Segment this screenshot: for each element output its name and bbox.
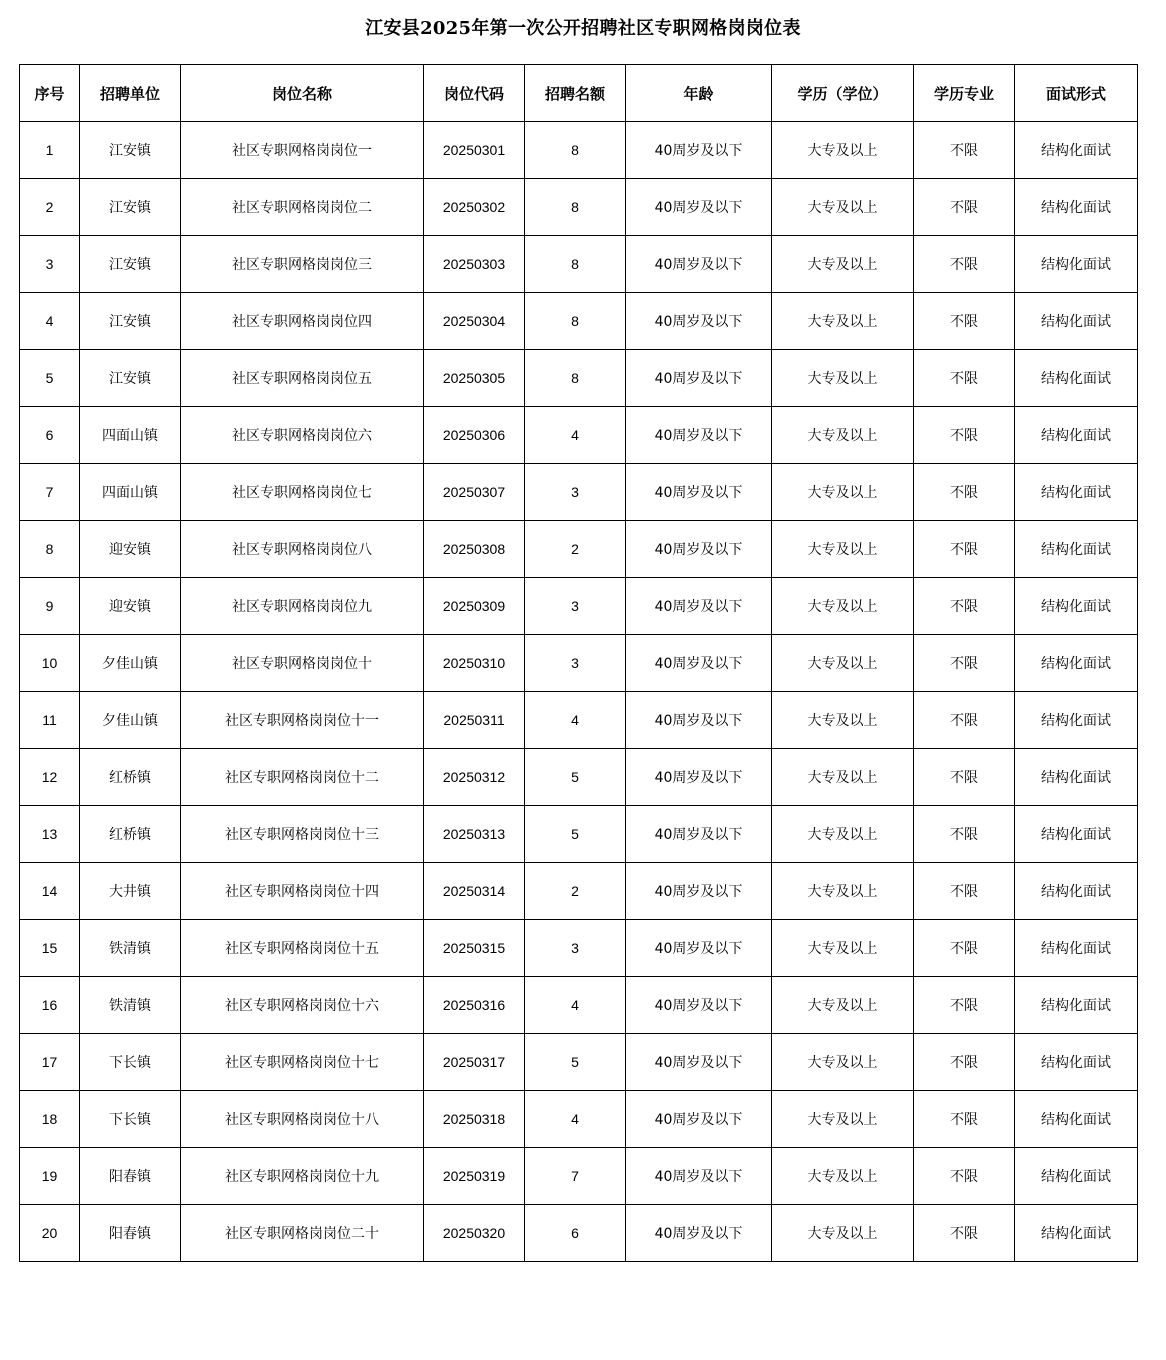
- cell-age: 40周岁及以下: [626, 350, 772, 407]
- cell-seq: 19: [20, 1148, 80, 1205]
- cell-education: 大专及以上: [772, 635, 914, 692]
- cell-seq: 8: [20, 521, 80, 578]
- cell-unit: 大井镇: [80, 863, 181, 920]
- cell-education: 大专及以上: [772, 350, 914, 407]
- cell-interview-type: 结构化面试: [1015, 236, 1138, 293]
- table-row: [20, 1034, 1138, 1091]
- cell-seq: 16: [20, 977, 80, 1034]
- cell-seq: 9: [20, 578, 80, 635]
- cell-interview-type: 结构化面试: [1015, 692, 1138, 749]
- cell-major: 不限: [914, 1034, 1015, 1091]
- table-row: [20, 635, 1138, 692]
- cell-major: 不限: [914, 977, 1015, 1034]
- cell-age: 40周岁及以下: [626, 692, 772, 749]
- table-row: [20, 521, 1138, 578]
- cell-position-code: 20250317: [424, 1034, 525, 1091]
- column-header-education: 学历（学位）: [772, 65, 914, 122]
- cell-seq: 10: [20, 635, 80, 692]
- cell-position-code: 20250304: [424, 293, 525, 350]
- cell-position-name: 社区专职网格岗岗位七: [181, 464, 424, 521]
- cell-position-name: 社区专职网格岗岗位二: [181, 179, 424, 236]
- cell-interview-type: 结构化面试: [1015, 863, 1138, 920]
- cell-age: 40周岁及以下: [626, 236, 772, 293]
- table-row: [20, 806, 1138, 863]
- cell-seq: 20: [20, 1205, 80, 1262]
- cell-major: 不限: [914, 863, 1015, 920]
- cell-education: 大专及以上: [772, 977, 914, 1034]
- cell-age: 40周岁及以下: [626, 179, 772, 236]
- table-row: [20, 977, 1138, 1034]
- cell-position-code: 20250316: [424, 977, 525, 1034]
- table-row: [20, 464, 1138, 521]
- cell-position-name: 社区专职网格岗岗位九: [181, 578, 424, 635]
- cell-unit: 铁清镇: [80, 920, 181, 977]
- cell-seq: 14: [20, 863, 80, 920]
- cell-position-name: 社区专职网格岗岗位十一: [181, 692, 424, 749]
- cell-quota: 3: [525, 920, 626, 977]
- column-header-position-code: 岗位代码: [424, 65, 525, 122]
- column-header-age: 年龄: [626, 65, 772, 122]
- cell-interview-type: 结构化面试: [1015, 1091, 1138, 1148]
- table-row: [20, 578, 1138, 635]
- table-row: [20, 236, 1138, 293]
- cell-education: 大专及以上: [772, 407, 914, 464]
- cell-interview-type: 结构化面试: [1015, 350, 1138, 407]
- cell-interview-type: 结构化面试: [1015, 293, 1138, 350]
- cell-unit: 迎安镇: [80, 521, 181, 578]
- cell-unit: 迎安镇: [80, 578, 181, 635]
- cell-seq: 18: [20, 1091, 80, 1148]
- cell-unit: 铁清镇: [80, 977, 181, 1034]
- cell-unit: 江安镇: [80, 293, 181, 350]
- cell-quota: 7: [525, 1148, 626, 1205]
- cell-unit: 红桥镇: [80, 806, 181, 863]
- cell-interview-type: 结构化面试: [1015, 977, 1138, 1034]
- cell-quota: 3: [525, 635, 626, 692]
- cell-unit: 红桥镇: [80, 749, 181, 806]
- cell-quota: 4: [525, 977, 626, 1034]
- cell-quota: 8: [525, 122, 626, 179]
- cell-major: 不限: [914, 1148, 1015, 1205]
- cell-age: 40周岁及以下: [626, 464, 772, 521]
- cell-major: 不限: [914, 293, 1015, 350]
- cell-major: 不限: [914, 692, 1015, 749]
- table-row: [20, 692, 1138, 749]
- column-header-quota: 招聘名额: [525, 65, 626, 122]
- cell-age: 40周岁及以下: [626, 920, 772, 977]
- cell-unit: 阳春镇: [80, 1148, 181, 1205]
- cell-education: 大专及以上: [772, 293, 914, 350]
- cell-education: 大专及以上: [772, 578, 914, 635]
- cell-position-code: 20250309: [424, 578, 525, 635]
- cell-quota: 5: [525, 749, 626, 806]
- cell-position-name: 社区专职网格岗岗位十四: [181, 863, 424, 920]
- cell-interview-type: 结构化面试: [1015, 1034, 1138, 1091]
- cell-education: 大专及以上: [772, 179, 914, 236]
- cell-position-name: 社区专职网格岗岗位十三: [181, 806, 424, 863]
- table-row: [20, 122, 1138, 179]
- cell-age: 40周岁及以下: [626, 635, 772, 692]
- cell-unit: 夕佳山镇: [80, 635, 181, 692]
- cell-seq: 5: [20, 350, 80, 407]
- table-body: [20, 122, 1138, 1262]
- cell-seq: 13: [20, 806, 80, 863]
- cell-position-name: 社区专职网格岗岗位八: [181, 521, 424, 578]
- cell-quota: 5: [525, 806, 626, 863]
- cell-position-name: 社区专职网格岗岗位十五: [181, 920, 424, 977]
- cell-age: 40周岁及以下: [626, 977, 772, 1034]
- cell-seq: 1: [20, 122, 80, 179]
- cell-age: 40周岁及以下: [626, 293, 772, 350]
- column-header-interview-type: 面试形式: [1015, 65, 1138, 122]
- cell-unit: 江安镇: [80, 236, 181, 293]
- cell-quota: 8: [525, 236, 626, 293]
- cell-position-code: 20250303: [424, 236, 525, 293]
- cell-position-name: 社区专职网格岗岗位十八: [181, 1091, 424, 1148]
- cell-age: 40周岁及以下: [626, 122, 772, 179]
- cell-seq: 15: [20, 920, 80, 977]
- cell-position-code: 20250308: [424, 521, 525, 578]
- table-row: [20, 350, 1138, 407]
- cell-unit: 下长镇: [80, 1091, 181, 1148]
- cell-interview-type: 结构化面试: [1015, 920, 1138, 977]
- cell-interview-type: 结构化面试: [1015, 1148, 1138, 1205]
- column-header-major: 学历专业: [914, 65, 1015, 122]
- cell-major: 不限: [914, 350, 1015, 407]
- cell-major: 不限: [914, 1205, 1015, 1262]
- cell-interview-type: 结构化面试: [1015, 1205, 1138, 1262]
- table-row: [20, 293, 1138, 350]
- cell-interview-type: 结构化面试: [1015, 635, 1138, 692]
- cell-education: 大专及以上: [772, 749, 914, 806]
- cell-education: 大专及以上: [772, 122, 914, 179]
- cell-interview-type: 结构化面试: [1015, 749, 1138, 806]
- cell-seq: 4: [20, 293, 80, 350]
- cell-seq: 2: [20, 179, 80, 236]
- cell-position-code: 20250306: [424, 407, 525, 464]
- cell-education: 大专及以上: [772, 806, 914, 863]
- cell-education: 大专及以上: [772, 863, 914, 920]
- cell-unit: 四面山镇: [80, 407, 181, 464]
- cell-major: 不限: [914, 179, 1015, 236]
- cell-major: 不限: [914, 464, 1015, 521]
- cell-quota: 8: [525, 350, 626, 407]
- cell-education: 大专及以上: [772, 1034, 914, 1091]
- cell-seq: 11: [20, 692, 80, 749]
- cell-position-code: 20250318: [424, 1091, 525, 1148]
- cell-position-code: 20250307: [424, 464, 525, 521]
- cell-education: 大专及以上: [772, 1205, 914, 1262]
- cell-quota: 4: [525, 1091, 626, 1148]
- cell-major: 不限: [914, 1091, 1015, 1148]
- cell-quota: 8: [525, 179, 626, 236]
- cell-major: 不限: [914, 806, 1015, 863]
- cell-position-code: 20250319: [424, 1148, 525, 1205]
- table-row: [20, 179, 1138, 236]
- cell-position-code: 20250314: [424, 863, 525, 920]
- column-header-position-name: 岗位名称: [181, 65, 424, 122]
- cell-unit: 江安镇: [80, 350, 181, 407]
- cell-interview-type: 结构化面试: [1015, 179, 1138, 236]
- cell-position-name: 社区专职网格岗岗位十: [181, 635, 424, 692]
- cell-position-code: 20250311: [424, 692, 525, 749]
- cell-age: 40周岁及以下: [626, 1034, 772, 1091]
- cell-education: 大专及以上: [772, 521, 914, 578]
- cell-major: 不限: [914, 578, 1015, 635]
- column-header-unit: 招聘单位: [80, 65, 181, 122]
- cell-interview-type: 结构化面试: [1015, 122, 1138, 179]
- table-row: [20, 407, 1138, 464]
- table-row: [20, 863, 1138, 920]
- cell-quota: 2: [525, 863, 626, 920]
- cell-position-name: 社区专职网格岗岗位十六: [181, 977, 424, 1034]
- cell-education: 大专及以上: [772, 464, 914, 521]
- cell-education: 大专及以上: [772, 236, 914, 293]
- cell-position-name: 社区专职网格岗岗位三: [181, 236, 424, 293]
- cell-seq: 7: [20, 464, 80, 521]
- column-header-seq: 序号: [20, 65, 80, 122]
- cell-position-name: 社区专职网格岗岗位五: [181, 350, 424, 407]
- cell-position-name: 社区专职网格岗岗位六: [181, 407, 424, 464]
- cell-major: 不限: [914, 407, 1015, 464]
- cell-age: 40周岁及以下: [626, 578, 772, 635]
- cell-unit: 四面山镇: [80, 464, 181, 521]
- table-row: [20, 749, 1138, 806]
- cell-major: 不限: [914, 920, 1015, 977]
- cell-quota: 2: [525, 521, 626, 578]
- cell-position-code: 20250313: [424, 806, 525, 863]
- cell-quota: 4: [525, 692, 626, 749]
- cell-quota: 5: [525, 1034, 626, 1091]
- cell-interview-type: 结构化面试: [1015, 407, 1138, 464]
- cell-seq: 12: [20, 749, 80, 806]
- cell-interview-type: 结构化面试: [1015, 578, 1138, 635]
- cell-unit: 夕佳山镇: [80, 692, 181, 749]
- cell-interview-type: 结构化面试: [1015, 806, 1138, 863]
- table-row: [20, 920, 1138, 977]
- cell-quota: 4: [525, 407, 626, 464]
- page-title: 江安县2025年第一次公开招聘社区专职网格岗岗位表: [365, 18, 801, 39]
- cell-age: 40周岁及以下: [626, 407, 772, 464]
- cell-quota: 6: [525, 1205, 626, 1262]
- cell-age: 40周岁及以下: [626, 863, 772, 920]
- cell-age: 40周岁及以下: [626, 1148, 772, 1205]
- cell-position-code: 20250310: [424, 635, 525, 692]
- cell-interview-type: 结构化面试: [1015, 521, 1138, 578]
- table-row: [20, 1091, 1138, 1148]
- cell-major: 不限: [914, 635, 1015, 692]
- cell-position-code: 20250301: [424, 122, 525, 179]
- cell-position-code: 20250315: [424, 920, 525, 977]
- cell-position-name: 社区专职网格岗岗位十七: [181, 1034, 424, 1091]
- cell-position-name: 社区专职网格岗岗位十九: [181, 1148, 424, 1205]
- table-row: [20, 1148, 1138, 1205]
- cell-quota: 8: [525, 293, 626, 350]
- table-header-row: [20, 65, 1138, 122]
- table-row: [20, 1205, 1138, 1262]
- cell-position-code: 20250302: [424, 179, 525, 236]
- cell-seq: 3: [20, 236, 80, 293]
- cell-education: 大专及以上: [772, 692, 914, 749]
- cell-education: 大专及以上: [772, 1148, 914, 1205]
- cell-major: 不限: [914, 236, 1015, 293]
- cell-position-name: 社区专职网格岗岗位四: [181, 293, 424, 350]
- cell-education: 大专及以上: [772, 1091, 914, 1148]
- cell-seq: 6: [20, 407, 80, 464]
- cell-position-code: 20250305: [424, 350, 525, 407]
- cell-major: 不限: [914, 122, 1015, 179]
- cell-position-name: 社区专职网格岗岗位十二: [181, 749, 424, 806]
- cell-position-name: 社区专职网格岗岗位二十: [181, 1205, 424, 1262]
- positions-table: [19, 64, 1138, 1262]
- cell-position-code: 20250320: [424, 1205, 525, 1262]
- cell-interview-type: 结构化面试: [1015, 464, 1138, 521]
- cell-major: 不限: [914, 521, 1015, 578]
- cell-unit: 阳春镇: [80, 1205, 181, 1262]
- cell-age: 40周岁及以下: [626, 749, 772, 806]
- cell-unit: 江安镇: [80, 122, 181, 179]
- cell-age: 40周岁及以下: [626, 521, 772, 578]
- cell-age: 40周岁及以下: [626, 806, 772, 863]
- cell-education: 大专及以上: [772, 920, 914, 977]
- cell-quota: 3: [525, 464, 626, 521]
- cell-position-name: 社区专职网格岗岗位一: [181, 122, 424, 179]
- cell-position-code: 20250312: [424, 749, 525, 806]
- cell-age: 40周岁及以下: [626, 1205, 772, 1262]
- cell-seq: 17: [20, 1034, 80, 1091]
- cell-unit: 江安镇: [80, 179, 181, 236]
- cell-unit: 下长镇: [80, 1034, 181, 1091]
- cell-quota: 3: [525, 578, 626, 635]
- cell-age: 40周岁及以下: [626, 1091, 772, 1148]
- cell-major: 不限: [914, 749, 1015, 806]
